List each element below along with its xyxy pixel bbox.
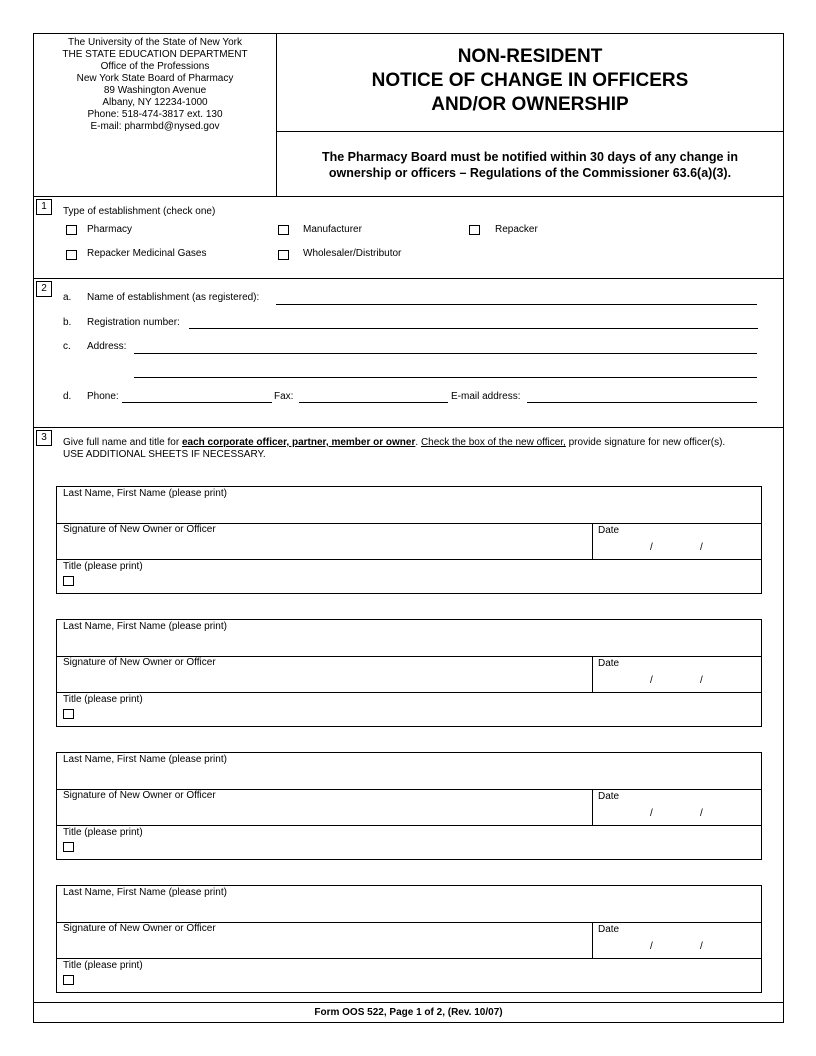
repacker-medicinal-gases-label: Repacker Medicinal Gases <box>87 248 207 259</box>
signature-label: Signature of New Owner or Officer <box>63 923 216 934</box>
instruction-underlined: Check the box of the new officer, <box>420 437 566 448</box>
officer-block <box>56 752 762 860</box>
name-label: Last Name, First Name (please print) <box>63 887 227 898</box>
agency-line: New York State Board of Pharmacy <box>76 73 234 84</box>
title-label: Title (please print) <box>63 694 143 705</box>
officer-block <box>56 486 762 594</box>
email-field[interactable] <box>527 402 757 403</box>
establishment-name-label: Name of establishment (as registered): <box>87 292 260 303</box>
new-officer-checkbox[interactable] <box>63 842 74 852</box>
section-3-instructions <box>63 437 725 448</box>
officer-block <box>56 619 762 727</box>
repacker-label: Repacker <box>495 224 538 235</box>
new-officer-checkbox[interactable] <box>63 975 74 985</box>
date-separator: / <box>650 941 653 952</box>
pharmacy-label: Pharmacy <box>87 224 133 235</box>
date-separator: / <box>650 675 653 686</box>
address-field-line-1[interactable] <box>134 353 757 354</box>
repacker-medicinal-gases-checkbox[interactable] <box>66 250 77 260</box>
date-separator: / <box>650 808 653 819</box>
item-letter: b. <box>63 317 72 328</box>
divider <box>34 427 783 428</box>
date-label: Date <box>598 525 620 536</box>
name-label: Last Name, First Name (please print) <box>63 488 227 499</box>
row-divider <box>57 692 761 693</box>
wholesaler-distributor-checkbox[interactable] <box>278 250 289 260</box>
column-divider <box>592 656 593 692</box>
signature-label: Signature of New Owner or Officer <box>63 790 216 801</box>
divider <box>34 196 783 197</box>
instruction-text: . <box>415 437 421 448</box>
date-label: Date <box>598 924 620 935</box>
fax-field[interactable] <box>299 402 448 403</box>
email-label: E-mail address: <box>451 391 521 402</box>
officer-block <box>56 885 762 993</box>
instruction-text: Give full name and title for <box>63 437 182 448</box>
agency-line: Albany, NY 12234-1000 <box>102 97 208 108</box>
item-letter: c. <box>63 341 71 352</box>
divider <box>34 278 783 279</box>
wholesaler-distributor-label: Wholesaler/Distributor <box>303 248 402 259</box>
date-separator: / <box>700 808 703 819</box>
row-divider <box>57 825 761 826</box>
manufacturer-checkbox[interactable] <box>278 225 289 235</box>
new-officer-checkbox[interactable] <box>63 709 74 719</box>
address-label: Address: <box>87 341 127 352</box>
agency-info <box>34 34 277 196</box>
agency-email: E-mail: pharmbd@nysed.gov <box>90 121 220 132</box>
row-divider <box>57 958 761 959</box>
agency-line: THE STATE EDUCATION DEPARTMENT <box>62 49 248 60</box>
agency-line: 89 Washington Avenue <box>103 85 207 96</box>
notice-line: The Pharmacy Board must be notified within 30 days of any change in <box>321 150 739 164</box>
date-separator: / <box>700 542 703 553</box>
form-title <box>277 34 783 132</box>
item-letter: d. <box>63 391 72 402</box>
date-label: Date <box>598 791 620 802</box>
repacker-checkbox[interactable] <box>469 225 480 235</box>
signature-label: Signature of New Owner or Officer <box>63 524 216 535</box>
name-label: Last Name, First Name (please print) <box>63 621 227 632</box>
address-field-line-2[interactable] <box>134 377 757 378</box>
title-line: AND/OR OWNERSHIP <box>431 94 629 115</box>
agency-line: The University of the State of New York <box>68 37 242 48</box>
new-officer-checkbox[interactable] <box>63 576 74 586</box>
column-divider <box>592 523 593 559</box>
date-separator: / <box>650 542 653 553</box>
section-1-number: 1 <box>36 199 52 215</box>
pharmacy-checkbox[interactable] <box>66 225 77 235</box>
title-line: NON-RESIDENT <box>457 46 603 67</box>
column-divider <box>592 789 593 825</box>
notice-text <box>277 132 783 196</box>
phone-field[interactable] <box>122 402 272 403</box>
form-page <box>33 33 784 1023</box>
form-footer: Form OOS 522, Page 1 of 2, (Rev. 10/07) <box>314 1007 503 1018</box>
signature-label: Signature of New Owner or Officer <box>63 657 216 668</box>
registration-number-label: Registration number: <box>87 317 180 328</box>
establishment-name-field[interactable] <box>276 304 757 305</box>
instruction-emphasis: each corporate officer, partner, member or owner <box>181 437 416 448</box>
name-label: Last Name, First Name (please print) <box>63 754 227 765</box>
agency-line: Office of the Professions <box>100 61 210 72</box>
title-line: NOTICE OF CHANGE IN OFFICERS <box>371 70 689 91</box>
agency-line: Phone: 518-474-3817 ext. 130 <box>87 109 223 120</box>
title-label: Title (please print) <box>63 960 143 971</box>
instruction-text: provide signature for new officer(s). <box>565 437 726 448</box>
notice-line: ownership or officers – Regulations of the Commissioner 63.6(a)(3). <box>328 166 732 180</box>
column-divider <box>592 922 593 958</box>
date-separator: / <box>700 941 703 952</box>
additional-sheets-note: USE ADDITIONAL SHEETS IF NECESSARY. <box>63 449 266 460</box>
date-separator: / <box>700 675 703 686</box>
row-divider <box>57 559 761 560</box>
item-letter: a. <box>63 292 72 303</box>
manufacturer-label: Manufacturer <box>303 224 362 235</box>
fax-label: Fax: <box>274 391 294 402</box>
registration-number-field[interactable] <box>189 328 758 329</box>
title-label: Title (please print) <box>63 827 143 838</box>
establishment-type-prompt: Type of establishment (check one) <box>63 206 216 217</box>
phone-label: Phone: <box>87 391 119 402</box>
date-label: Date <box>598 658 620 669</box>
section-2-number: 2 <box>36 281 52 297</box>
title-label: Title (please print) <box>63 561 143 572</box>
section-3-number: 3 <box>36 430 52 446</box>
